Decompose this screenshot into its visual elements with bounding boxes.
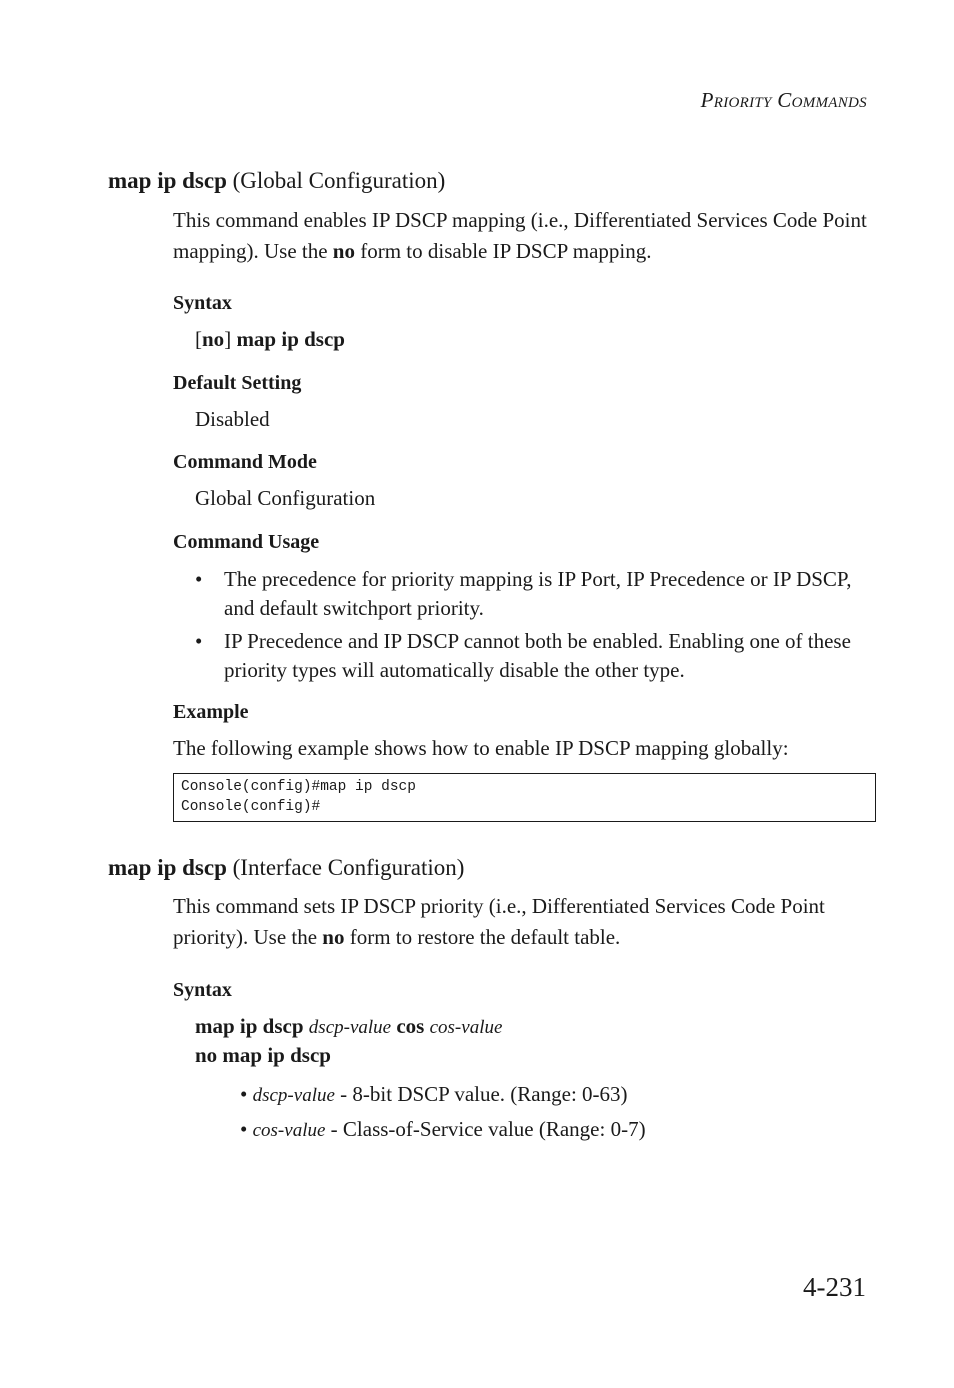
bullet-icon: • [240,1082,248,1106]
section-description [173,205,873,267]
description-text: form to disable IP DSCP mapping. [360,239,652,263]
description-text: This command enables IP DSCP mapping (i.e., Differentiated Services Code Point mapping). Use the [173,208,867,263]
syntax-argument: cos-value [429,1017,503,1038]
syntax-heading: Syntax [173,979,232,1001]
default-heading: Default Setting [173,372,302,394]
bullet-icon: • [240,1117,248,1141]
parameter-description: - 8-bit DSCP value. (Range: 0-63) [340,1082,628,1106]
code-line: Console(config)#map ip dscp [181,779,416,795]
bracket: [ [195,327,202,351]
usage-item [195,565,875,623]
parameter-item [240,1082,628,1107]
running-header [701,88,867,113]
command-context: (Global Configuration) [232,168,446,193]
parameter-name: dscp-value [252,1085,335,1106]
syntax-line [195,327,345,352]
section-heading-interface [108,855,464,881]
mode-value: Global Configuration [195,486,376,510]
syntax-heading: Syntax [173,292,232,314]
default-value: Disabled [195,407,270,431]
parameter-description: - Class-of-Service value (Range: 0-7) [330,1117,646,1141]
parameter-name: cos-value [252,1120,326,1141]
syntax-argument: dscp-value [308,1017,392,1038]
header-second-initial: C [777,88,792,112]
usage-text: IP Precedence and IP DSCP cannot both be enabled. Enabling one of these priority types will automatically disable the other type. [224,629,851,682]
syntax-line [195,1014,502,1039]
bullet-icon: • [195,567,203,591]
syntax-command: map ip dscp [195,1014,304,1038]
mode-heading: Command Mode [173,451,317,473]
syntax-keyword: no [202,327,225,351]
parameter-item [240,1117,646,1142]
description-keyword: no [332,239,355,263]
bracket: ] [224,327,232,351]
page-number: 4-231 [803,1272,866,1302]
code-example [173,773,876,822]
command-name: map ip dscp [108,168,227,193]
description-text: form to restore the default table. [349,925,621,949]
syntax-command: map ip dscp [236,327,345,351]
header-second-rest: ommands [791,88,867,112]
header-first-rest: riority [713,88,772,112]
example-description: The following example shows how to enable IP DSCP mapping globally: [173,736,789,760]
section-heading-global [108,168,445,194]
example-heading: Example [173,701,249,723]
section-description [173,891,873,953]
usage-text: The precedence for priority mapping is IP Port, IP Precedence or IP DSCP, and default switchport priority. [224,567,852,620]
code-line: Console(config)# [181,799,321,815]
command-context: (Interface Configuration) [232,855,465,880]
syntax-no-line: no map ip dscp [195,1043,331,1067]
bullet-icon: • [195,629,203,653]
description-text: This command sets IP DSCP priority (i.e., Differentiated Services Code Point priority). Use the [173,894,825,949]
command-name: map ip dscp [108,855,227,880]
usage-heading: Command Usage [173,531,320,553]
description-keyword: no [322,925,345,949]
syntax-keyword: cos [396,1014,425,1038]
usage-item [195,627,875,685]
header-first-initial: P [700,88,714,112]
